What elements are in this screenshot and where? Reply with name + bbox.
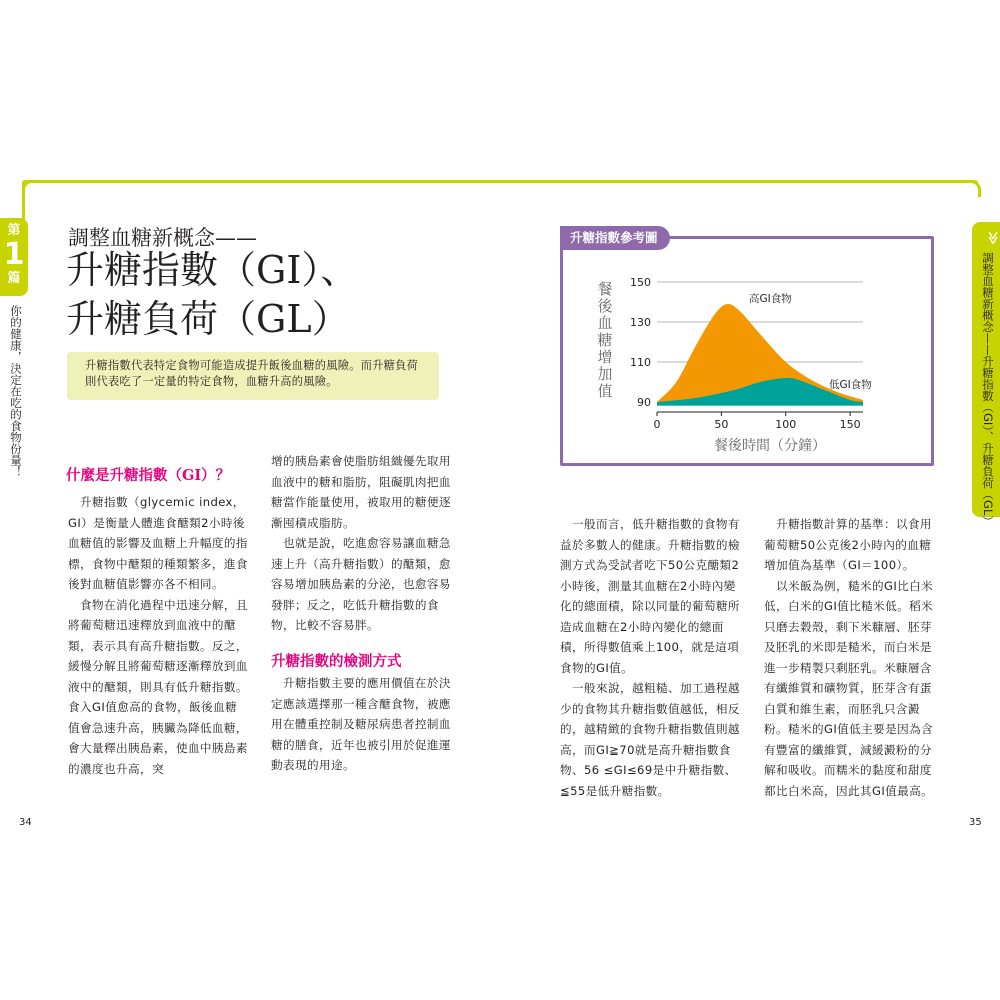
y-axis-label-char: 值	[597, 382, 613, 400]
y-axis-label-char: 後	[597, 297, 613, 315]
paragraph: 也就是說，吃進愈容易讓血糖急速上升（高升糖指數）的醣類，愈容易增加胰島素的分泌，也愈容易發胖；反之，吃低升糖指數的食物，比較不容易胖。	[271, 536, 451, 632]
x-tick-label: 150	[839, 418, 861, 431]
paragraph: 升糖指數計算的基準：以食用葡萄糖50公克後2小時內的血糖增加值為基準（GI＝100）。	[764, 517, 932, 572]
text-column-1	[68, 492, 248, 779]
paragraph: 食物在消化過程中迅速分解，且將葡萄糖迅速釋放到血液中的醣類，表示具有高升糖指數。反之，緩慢分解且將葡萄糖逐漸釋放到血液中的醣類，則具有低升糖指數。食入GI值愈高的食物，飯後血糖值會急速升高，胰臟為降低血糖，會大量釋出胰島素，使血中胰島素的濃度也升高，突	[68, 597, 248, 776]
x-tick-label: 0	[653, 418, 661, 431]
page-number-left: 34	[19, 817, 32, 828]
text-column-4	[764, 514, 940, 801]
summary-line: 升糖指數代表特定食物可能造成提升飯後血糖的風險。而升糖負荷	[85, 359, 419, 372]
y-axis-label-char: 糖	[597, 331, 613, 349]
y-tick-label: 150	[630, 276, 651, 289]
y-tick-label: 110	[630, 356, 651, 369]
summary-line: 則代表吃了一定量的特定食物，血糖升高的風險。	[85, 375, 338, 388]
x-tick-label: 100	[775, 418, 797, 431]
y-axis-label-char: 餐	[597, 280, 613, 298]
section-heading-measure-gi: 升糖指數的檢測方式	[271, 653, 402, 670]
series-label-high-gi: 高GI食物	[749, 293, 792, 305]
chart-title: 升糖指數參考圖	[560, 226, 670, 250]
text-column-3	[560, 514, 740, 801]
summary-box	[67, 352, 439, 400]
x-axis-label: 餐後時間（分鐘）	[714, 438, 826, 454]
frame-corner-left	[22, 180, 39, 197]
chapter-subtitle: 你的健康，決定在吃的食物份量！	[9, 305, 23, 478]
page-title-line1: 升糖指數（GI）、	[66, 248, 359, 292]
paragraph: 升糖指數主要的應用價值在於決定應該選擇那一種含醣食物，被應用在體重控制及糖尿病患者控制血糖的膳食，近年也被引用於促進運動表現的用途。	[271, 676, 451, 772]
paragraph: 一般而言，低升糖指數的食物有益於多數人的健康。升糖指數的檢測方式為受試者吃下50公克醣類2小時後，測量其血糖在2小時內變化的總面積，除以同量的葡萄糖所造成血糖在2小時內變化的總面積，所得數值乘上100，就是這項食物的GI值。	[560, 517, 740, 675]
title-kicker: 調整血糖新概念——	[68, 226, 257, 250]
x-tick-label: 50	[714, 418, 729, 431]
y-tick-label: 130	[630, 316, 651, 329]
section-tab-title: 調整血糖新概念——升糖指數（GI）、升糖負荷（GL）	[981, 252, 995, 527]
chapter-tab-text	[3, 224, 25, 286]
y-axis-label-char: 增	[597, 348, 613, 366]
page-title-line2: 升糖負荷（GL）	[66, 297, 350, 341]
page-number-right: 35	[969, 817, 982, 828]
chapter-prefix: 第	[7, 223, 21, 238]
y-axis-label-char: 加	[597, 365, 613, 383]
y-tick-label: 90	[637, 396, 651, 409]
y-axis-label-char: 血	[597, 314, 613, 332]
paragraph: 以米飯為例，糙米的GI比白米低，白米的GI值比糙米低。稻米只磨去穀殼，剩下米糠層、胚芽及胚乳的米即是糙米，而白米是進一步精製只剩胚乳。米糠層含有纖維質和礦物質，胚芽含有蛋白質和維生素，而胚乳只含澱粉。糙米的GI值低主要是因為含有豐富的纖維質，減緩澱粉的分解和吸收。而糯米的黏度和甜度都比白米高，因此其GI值最高。	[764, 578, 934, 798]
paragraph: 升糖指數（glycemic index，GI）是衡量人體進食醣類2小時後血糖值的影響及血糖上升幅度的指標，食物中醣類的種類繁多，進食後對血糖值影響亦各不相同。	[68, 495, 248, 591]
paragraph: 一般來說，越粗糙、加工過程越少的食物其升糖指數值越低，相反的，越精緻的食物升糖指數值則越高，而GI≧70就是高升糖指數食物、56 ≤GI≤69是中升糖指數、≦55是低升糖指數。	[560, 681, 740, 798]
text-column-2-bottom	[271, 673, 451, 776]
frame-corner-right	[964, 180, 981, 197]
double-chevron-icon: ≫	[985, 231, 1000, 245]
section-heading-what-is-gi: 什麼是升糖指數（GI）？	[66, 467, 231, 484]
chapter-number: 1	[3, 237, 25, 272]
text-column-2	[271, 451, 451, 636]
gi-chart	[563, 252, 931, 462]
series-label-low-gi: 低GI食物	[829, 379, 872, 391]
chapter-suffix: 篇	[7, 271, 21, 286]
page-frame-top	[22, 180, 978, 183]
paragraph: 增的胰島素會使脂肪組織優先取用血液中的糖和脂肪，阻礙肌肉把血糖當作能量使用，被取用的糖便逐漸囤積成脂肪。	[271, 454, 451, 530]
